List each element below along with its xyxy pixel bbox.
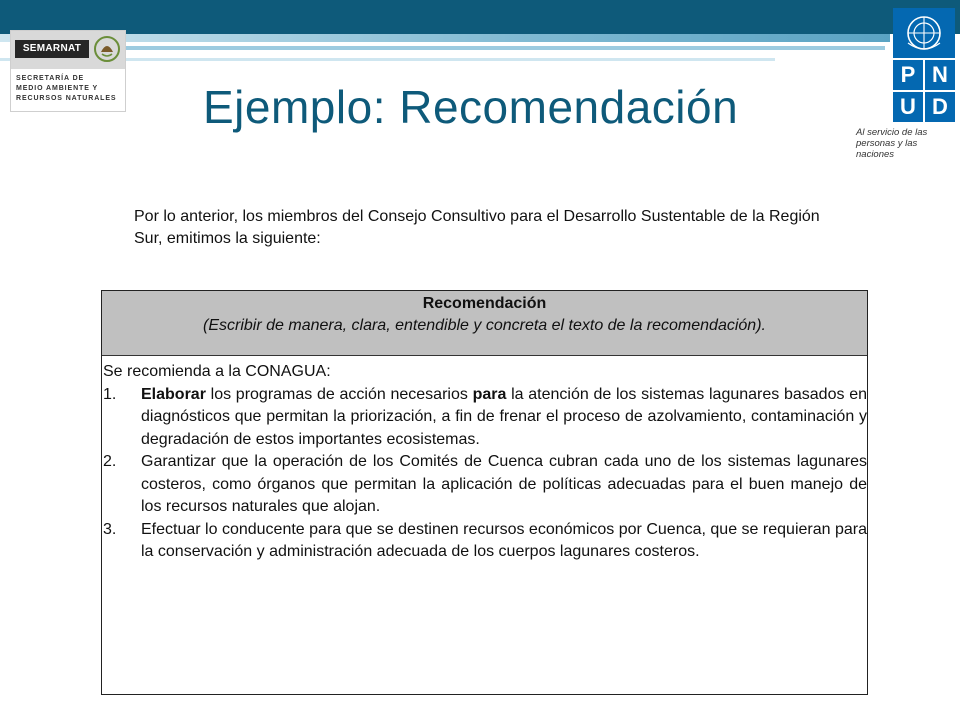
semarnat-subtitle: SECRETARÍA DE MEDIO AMBIENTE Y RECURSOS NATURALES <box>16 75 117 102</box>
recommendation-table <box>101 290 868 695</box>
un-emblem-cell <box>893 8 955 58</box>
list-number: 2. <box>103 453 117 470</box>
list-item <box>103 519 867 564</box>
list-item-text-part: los programas de acción necesarios <box>205 385 473 403</box>
pnud-letter-d: D <box>925 92 955 122</box>
recommendation-list <box>103 384 867 564</box>
recommendation-heading: Recomendación <box>422 295 547 312</box>
list-item-text: Garantizar que la operación de los Comités de Cuenca cubran cada uno de los sistemas lagunares costeros, como órganos que permitan la aplicación de políticas adecuadas para el buen manejo de los recursos naturales que alojan. <box>141 453 867 515</box>
list-item-emphasis: para <box>472 385 507 403</box>
list-number: 3. <box>103 520 117 538</box>
intro-paragraph: Por lo anterior, los miembros del Consejo Consultivo para el Desarrollo Sustentable de la Región Sur, emitimos la siguiente: <box>134 208 820 247</box>
list-item <box>103 451 867 519</box>
list-item-text <box>141 384 867 452</box>
recommendation-header <box>102 291 867 356</box>
un-emblem-icon <box>904 13 944 53</box>
semarnat-logo <box>10 30 126 112</box>
pnud-letter-u: U <box>893 92 923 122</box>
pnud-letter-n: N <box>925 60 955 90</box>
recommendation-lead: Se recomienda a la CONAGUA: <box>103 363 331 380</box>
list-item-text-part: la atención de los sistemas lagunares basados en diagnósticos que permitan la priorización, a fin de frenar el proceso de azolvamiento, contaminación y degradación de estos importantes ecosistemas. <box>141 385 867 448</box>
pnud-letter-grid <box>893 60 955 122</box>
pnud-logo <box>893 8 955 122</box>
page-title: Ejemplo: Recomendación <box>203 81 739 133</box>
header-accent-stripe <box>0 34 890 42</box>
list-item <box>103 384 867 452</box>
list-item-text: Efectuar lo conducente para que se destinen recursos económicos por Cuenca, que se requieran para la conservación y administración adecuada de los cuerpos lagunares costeros. <box>141 520 867 560</box>
pnud-tagline: Al servicio de las personas y las naciones <box>856 127 928 160</box>
recommendation-instructions: (Escribir de manera, clara, entendible y concreta el texto de la recomendación). <box>203 317 766 334</box>
list-item-verb: Elaborar <box>141 385 206 403</box>
recommendation-body <box>102 356 867 564</box>
header-bar <box>0 0 960 34</box>
header-accent-line <box>125 46 885 50</box>
list-number: 1. <box>103 385 117 403</box>
pnud-letter-p: P <box>893 60 923 90</box>
semarnat-badge: SEMARNAT <box>15 40 89 58</box>
mexico-seal-icon <box>93 35 121 63</box>
